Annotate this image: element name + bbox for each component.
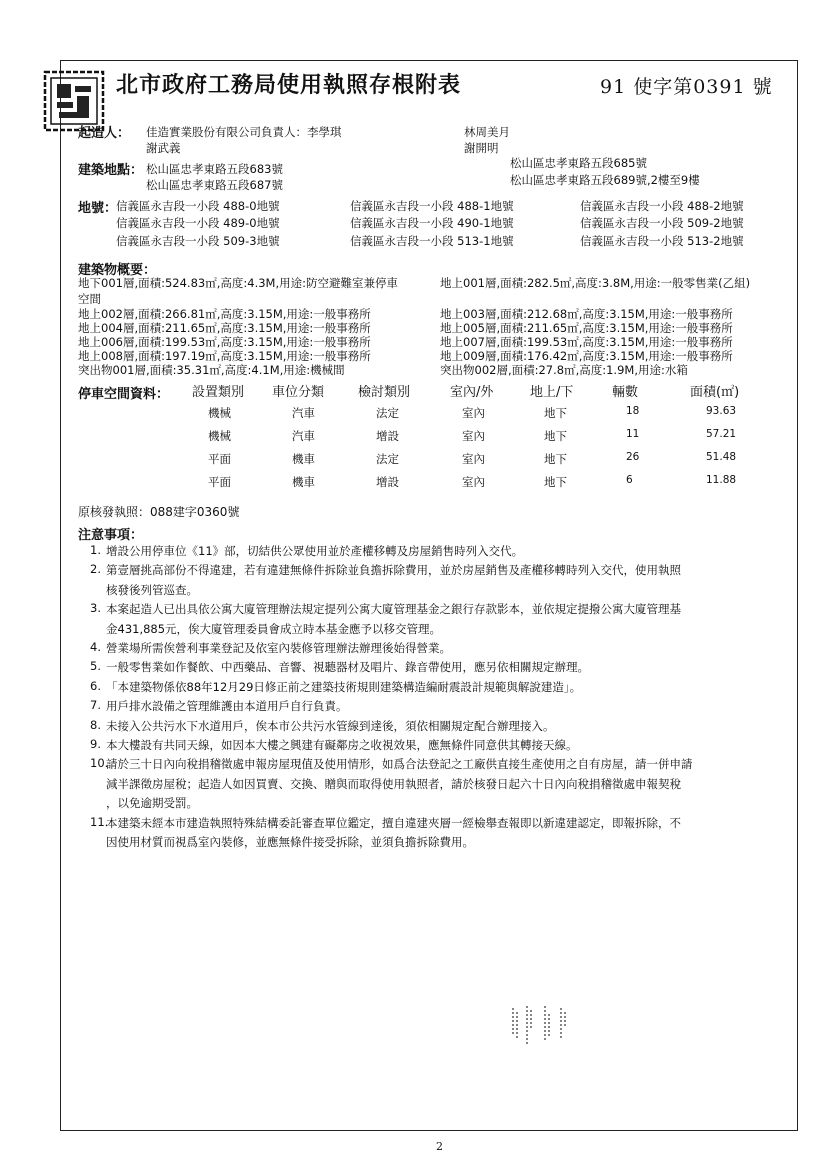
- page-number: 2: [436, 1140, 443, 1153]
- parking-row-4-class: 機車: [292, 475, 315, 489]
- parking-row-3-class: 機車: [292, 452, 315, 466]
- parking-row-3-level: 地下: [544, 452, 567, 466]
- lot-2-2: 信義區永吉段一小段 490-1地號: [350, 216, 514, 230]
- owner-label: 起造人：: [78, 126, 131, 141]
- parking-row-2-type: 機械: [208, 429, 231, 443]
- site-address-3: 松山區忠孝東路五段685號: [510, 156, 647, 170]
- parking-header-type: 設置類別: [192, 385, 245, 400]
- parking-header-level: 地上/下: [530, 385, 574, 400]
- note-text: 用戶排水設備之管理維護由本道用戶自行負責。: [106, 699, 348, 713]
- note-text: 「本建築物係依88年12月29日修正前之建築技術規則建築構造編耐震設計規範與解說建造」。: [106, 680, 582, 694]
- site-address-2: 松山區忠孝東路五段687號: [146, 178, 283, 192]
- note-number: 3.: [90, 601, 101, 615]
- parking-row-2-count: 11: [626, 428, 640, 440]
- note-number: 11.: [90, 815, 109, 829]
- lot-1-3: 信義區永吉段一小段 488-2地號: [580, 199, 744, 213]
- lot-2-3: 信義區永吉段一小段 509-2地號: [580, 216, 744, 230]
- floor-left-2: 地上004層,面積:211.65㎡,高度:3.15M,用途:一般事務所: [78, 321, 371, 335]
- note-text: 本大樓設有共同天線，如因本大樓之興建有礙鄰房之收視效果，應無條件同意供其轉接天線。: [106, 738, 578, 752]
- floor-left-1: 地上002層,面積:266.81㎡,高度:3.15M,用途:一般事務所: [78, 307, 371, 321]
- parking-header-review: 檢討類別: [358, 385, 411, 400]
- parking-row-1-class: 汽車: [292, 406, 315, 420]
- lot-3-2: 信義區永吉段一小段 513-1地號: [350, 234, 514, 248]
- note-number: 2.: [90, 562, 101, 576]
- lot-3-1: 信義區永吉段一小段 509-3地號: [116, 234, 280, 248]
- site-address-1: 松山區忠孝東路五段683號: [146, 162, 283, 176]
- floor-left-4: 地上008層,面積:197.19㎡,高度:3.15M,用途:一般事務所: [78, 349, 371, 363]
- note-number: 10.: [90, 756, 109, 770]
- floor-right-1: 地上003層,面積:212.68㎡,高度:3.15M,用途:一般事務所: [440, 307, 733, 321]
- parking-header-class: 車位分類: [272, 385, 325, 400]
- site-address-4: 松山區忠孝東路五段689號,2樓至9樓: [510, 173, 700, 187]
- overview-floor-1: 地上001層,面積:282.5㎡,高度:3.8M,用途:一般零售業(乙組): [440, 276, 751, 290]
- parking-row-4-type: 平面: [208, 475, 231, 489]
- note-number: 4.: [90, 640, 101, 654]
- page-title: 北市政府工務局使用執照存根附表: [116, 73, 462, 98]
- parking-row-4-count: 6: [626, 474, 633, 486]
- parking-row-4-indoor: 室內: [462, 475, 485, 489]
- note-number: 9.: [90, 737, 101, 751]
- parking-row-2-area: 57.21: [706, 428, 737, 440]
- note-text: 營業場所需俟營利事業登記及依室內裝修管理辦法辦理後始得營業。: [106, 641, 451, 655]
- owner-line-2: 謝武義: [146, 141, 181, 155]
- floor-left-5: 突出物001層,面積:35.31㎡,高度:4.1M,用途:機械間: [78, 363, 345, 377]
- floor-right-2: 地上005層,面積:211.65㎡,高度:3.15M,用途:一般事務所: [440, 321, 733, 335]
- owner-right-1: 林周美月: [464, 125, 510, 139]
- parking-row-2-class: 汽車: [292, 429, 315, 443]
- parking-row-4-area: 11.88: [706, 474, 737, 486]
- lot-1-2: 信義區永吉段一小段 488-1地號: [350, 199, 514, 213]
- parking-row-4-level: 地下: [544, 475, 567, 489]
- parking-header-indoor: 室內/外: [450, 385, 494, 400]
- parking-row-3-area: 51.48: [706, 451, 737, 463]
- note-text: 核發後列管巡查。: [106, 583, 198, 597]
- handwritten-signature-icon: [505, 1000, 575, 1050]
- parking-row-1-indoor: 室內: [462, 406, 485, 420]
- parking-header-area: 面積(㎡): [690, 385, 740, 400]
- parking-label: 停車空間資料：: [78, 387, 170, 402]
- site-label: 建築地點：: [78, 163, 144, 178]
- floor-right-3: 地上007層,面積:199.53㎡,高度:3.15M,用途:一般事務所: [440, 335, 733, 349]
- parking-row-1-level: 地下: [544, 406, 567, 420]
- note-text: 本建築未經本市建造執照特殊結構委託審查單位鑑定，擅自違建夾層一經檢舉查報即以新違建認定，即報拆除，不: [106, 816, 681, 830]
- floor-right-5: 突出物002層,面積:27.8㎡,高度:1.9M,用途:水箱: [440, 363, 688, 377]
- parking-row-4-review: 增設: [376, 475, 399, 489]
- note-text: 減半課徵房屋稅；起造人如因買賣、交換、贈與而取得使用執照者，請於核發日起六十日內向稅捐稽徵處申報契稅: [106, 777, 681, 791]
- note-text: 未接入公共污水下水道用戶，俟本市公共污水管線到達後，須依相關規定配合辦理接入。: [106, 719, 555, 733]
- parking-row-3-indoor: 室內: [462, 452, 485, 466]
- parking-row-2-indoor: 室內: [462, 429, 485, 443]
- note-number: 8.: [90, 718, 101, 732]
- parking-row-3-count: 26: [626, 451, 640, 463]
- lot-1-1: 信義區永吉段一小段 488-0地號: [116, 199, 280, 213]
- note-text: ，以免逾期受罰。: [106, 796, 198, 810]
- owner-line-1: 佳造實業股份有限公司負責人：李學琪: [146, 125, 342, 139]
- note-text: 一般零售業如作餐飲、中西藥品、音響、視聽器材及唱片、錄音帶使用，應另依相關規定辦理。: [106, 660, 589, 674]
- note-number: 1.: [90, 543, 101, 557]
- floor-right-4: 地上009層,面積:176.42㎡,高度:3.15M,用途:一般事務所: [440, 349, 733, 363]
- floor-left-3: 地上006層,面積:199.53㎡,高度:3.15M,用途:一般事務所: [78, 335, 371, 349]
- parking-row-2-review: 增設: [376, 429, 399, 443]
- notes-label: 注意事項：: [78, 528, 144, 543]
- parking-header-count: 輛數: [612, 385, 639, 400]
- note-number: 6.: [90, 679, 101, 693]
- overview-basement-1-cont: 空間: [78, 292, 101, 306]
- parking-row-1-type: 機械: [208, 406, 231, 420]
- note-text: 請於三十日內向稅捐稽徵處申報房屋現值及使用情形，如爲合法登記之工廠供直接生產使用之自有房屋，請一併申請: [106, 757, 693, 771]
- note-text: 本案起造人已出具依公寓大廈管理辦法規定提列公寓大廈管理基金之銀行存款影本，並依規定提撥公寓大廈管理基: [106, 602, 681, 616]
- parking-row-2-level: 地下: [544, 429, 567, 443]
- lots-label: 地號：: [78, 201, 118, 216]
- parking-row-3-type: 平面: [208, 452, 231, 466]
- overview-label: 建築物概要：: [78, 263, 157, 278]
- parking-row-3-review: 法定: [376, 452, 399, 466]
- owner-right-2: 謝開明: [464, 141, 499, 155]
- parking-row-1-count: 18: [626, 405, 640, 417]
- note-number: 5.: [90, 659, 101, 673]
- note-number: 7.: [90, 698, 101, 712]
- lot-2-1: 信義區永吉段一小段 489-0地號: [116, 216, 280, 230]
- note-text: 增設公用停車位《11》部，切結供公眾使用並於產權移轉及房屋銷售時列入交代。: [106, 544, 524, 558]
- permit-number: 91 使字第0391 號: [600, 76, 773, 98]
- lot-3-3: 信義區永吉段一小段 513-2地號: [580, 234, 744, 248]
- parking-row-1-review: 法定: [376, 406, 399, 420]
- original-license: 原核發執照：088建字0360號: [78, 505, 240, 519]
- note-text: 第壹層挑高部份不得違建，若有違建無條件拆除並負擔拆除費用，並於房屋銷售及產權移轉時列入交代，使用執照: [106, 563, 681, 577]
- parking-row-1-area: 93.63: [706, 405, 737, 417]
- overview-basement-1: 地下001層,面積:524.83㎡,高度:4.3M,用途:防空避難室兼停車: [78, 276, 398, 290]
- note-text: 因使用材質而視爲室內裝修，並應無條件接受拆除，並須負擔拆除費用。: [106, 835, 474, 849]
- note-text: 金431,885元，俟大廈管理委員會成立時本基金應予以移交管理。: [106, 622, 442, 636]
